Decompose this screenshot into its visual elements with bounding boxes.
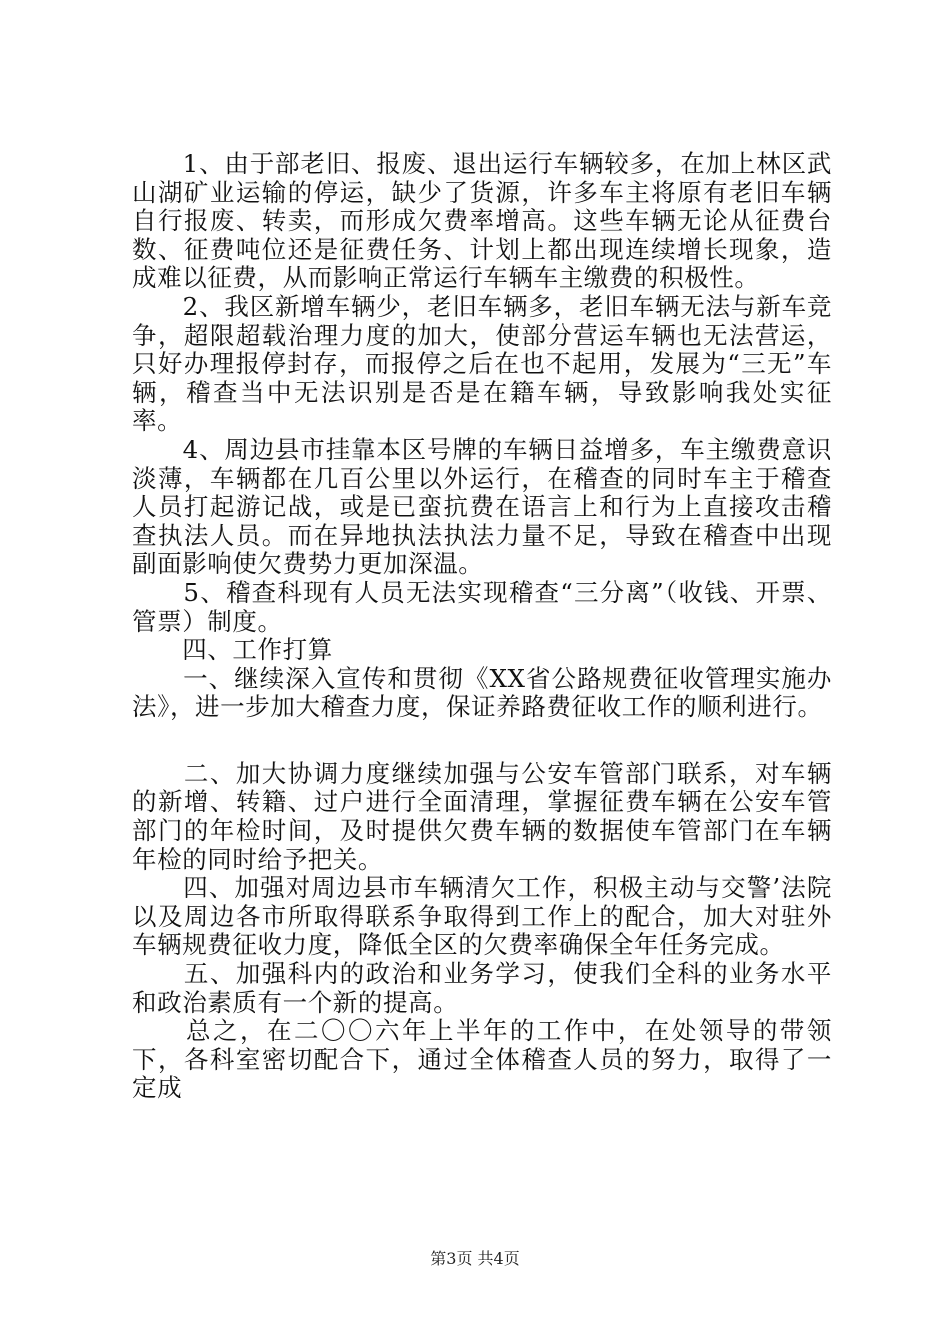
paragraph-reason-5: 5、稽查科现有人员无法实现稽查“三分离”（收钱、开票、管票）制度。 [132,577,832,636]
paragraph-plan-1: 一、继续深入宣传和贯彻《XX省公路规费征收管理实施办法》，进一步加大稽查力度，保证养路费征收工作的顺利进行。 [132,663,832,722]
page-number-footer: 第3页 共4页 [430,1249,520,1268]
paragraph-plan-2: 二、加大协调力度继续加强与公安车管部门联系，对车辆的新增、转籍、过户进行全面清理，掌握征费车辆在公安车管部门的年检时间，及时提供欠费车辆的数据使车管部门在车辆年检的同时给予把关。 [132,758,832,874]
paragraph-reason-4: 4、周边县市挂靠本区号牌的车辆日益增多，车主缴费意识淡薄，车辆都在几百公里以外运行，在稽查的同时车主于稽查人员打起游记战，或是已蛮抗费在语言上和行为上直接攻击稽查执法人员。而在异地执法执法力量不足，导致在稽查中出现副面影响使欠费势力更加深温。 [132,434,832,579]
paragraph-reason-2: 2、我区新增车辆少，老旧车辆多，老旧车辆无法与新车竞争，超限超载治理力度的加大，使部分营运车辆也无法营运，只好办理报停封存，而报停之后在也不起用，发展为“三无”车辆，稽查当中无法识别是否是在籍车辆，导致影响我处实征率。 [132,291,832,436]
paragraph-reason-1: 1、由于部老旧、报废、退出运行车辆较多，在加上林区武山湖矿业运输的停运，缺少了货源，许多车主将原有老旧车辆自行报废、转卖，而形成欠费率增高。这些车辆无论从征费台数、征费吨位还是征费任务、计划上都出现连续增长现象，造成难以征费，从而影响正常运行车辆车主缴费的积极性。 [132,149,832,293]
document-body [132,150,832,1103]
paragraph-plan-5: 五、加强科内的政治和业务学习，使我们全科的业务水平和政治素质有一个新的提高。 [132,959,832,1017]
paragraph-plan-4: 四、加强对周边县市车辆清欠工作，积极主动与交警’法院以及周边各市所取得联系争取得到工作上的配合，加大对驻外车辆规费征收力度，降低全区的欠费率确保全年任务完成。 [132,873,832,960]
paragraph-conclusion: 总之，在二〇〇六年上半年的工作中，在处领导的带领下，各科室密切配合下，通过全体稽查人员的努力，取得了一定成 [132,1016,832,1103]
section-heading-work-plan: 四、工作打算 [132,635,333,665]
